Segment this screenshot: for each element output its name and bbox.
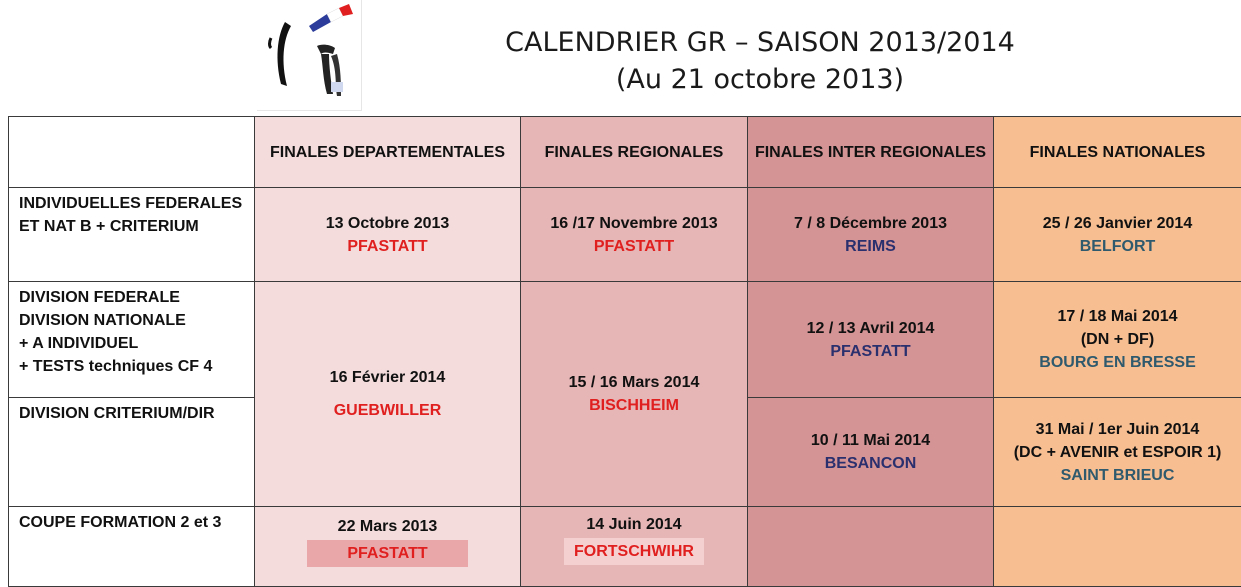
event-date: 22 Mars 2013	[255, 515, 520, 538]
event-place: BESANCON	[748, 452, 993, 475]
event-place: BISCHHEIM	[521, 394, 747, 417]
cell-dep-r4	[255, 507, 521, 587]
row-label-line: + A INDIVIDUEL	[19, 332, 244, 355]
event-date: 10 / 11 Mai 2014	[748, 429, 993, 452]
cell-nat-r2	[994, 282, 1241, 398]
page-title	[420, 24, 1100, 98]
event-date: 14 Juin 2014	[521, 513, 747, 536]
cell-nat-r1	[994, 188, 1241, 282]
event-note: (DN + DF)	[994, 328, 1241, 351]
cell-dep-r1	[255, 188, 521, 282]
col-header-inter-regionales: FINALES INTER REGIONALES	[748, 117, 994, 188]
cell-dep-merged	[255, 282, 521, 507]
row-label-line: ET NAT B + CRITERIUM	[19, 215, 244, 238]
event-date: 31 Mai / 1er Juin 2014	[994, 418, 1241, 441]
title-line-2: (Au 21 octobre 2013)	[420, 61, 1100, 98]
event-date: 15 / 16 Mars 2014	[521, 371, 747, 394]
row-label-coupe-formation	[9, 507, 255, 587]
event-place: REIMS	[748, 235, 993, 258]
cell-reg-merged	[521, 282, 748, 507]
col-header-regionales: FINALES REGIONALES	[521, 117, 748, 188]
event-date: 17 / 18 Mai 2014	[994, 305, 1241, 328]
event-place: BOURG EN BRESSE	[994, 351, 1241, 374]
event-date: 25 / 26 Janvier 2014	[994, 212, 1241, 235]
cell-inter-r4-empty	[748, 507, 994, 587]
federation-logo	[257, 0, 362, 111]
row-label-division-criterium	[9, 398, 255, 507]
row-label-individuelles	[9, 188, 255, 282]
cell-inter-r2	[748, 282, 994, 398]
event-place: PFASTATT	[521, 235, 747, 258]
row-label-line: COUPE FORMATION 2 et 3	[19, 511, 244, 534]
event-place: PFASTATT	[748, 340, 993, 363]
event-date: 16 /17 Novembre 2013	[521, 212, 747, 235]
corner-cell	[9, 117, 255, 188]
cell-reg-r1	[521, 188, 748, 282]
col-header-departementales: FINALES DEPARTEMENTALES	[255, 117, 521, 188]
title-line-1: CALENDRIER GR – SAISON 2013/2014	[420, 24, 1100, 61]
header-row	[9, 117, 1241, 188]
cell-nat-r4-empty	[994, 507, 1241, 587]
event-place: PFASTATT	[307, 540, 467, 567]
col-header-nationales: FINALES NATIONALES	[994, 117, 1241, 188]
cell-reg-r4	[521, 507, 748, 587]
table-row	[9, 282, 1241, 398]
event-date: 13 Octobre 2013	[255, 212, 520, 235]
event-place: FORTSCHWIHR	[564, 538, 704, 565]
event-note: (DC + AVENIR et ESPOIR 1)	[994, 441, 1241, 464]
event-date: 16 Février 2014	[255, 366, 520, 389]
cell-inter-r3	[748, 398, 994, 507]
calendar-table	[8, 116, 1241, 587]
row-label-line: INDIVIDUELLES FEDERALES	[19, 192, 244, 215]
row-label-division-federale	[9, 282, 255, 398]
row-label-line: DIVISION FEDERALE	[19, 286, 244, 309]
federation-gymnast-logo-icon	[257, 0, 361, 110]
cell-nat-r3	[994, 398, 1241, 507]
cell-inter-r1	[748, 188, 994, 282]
row-label-line: DIVISION NATIONALE	[19, 309, 244, 332]
event-place: GUEBWILLER	[255, 399, 520, 422]
event-place: SAINT BRIEUC	[994, 464, 1241, 487]
event-date: 7 / 8 Décembre 2013	[748, 212, 993, 235]
row-label-line: + TESTS techniques CF 4	[19, 355, 244, 378]
row-label-line: DIVISION CRITERIUM/DIR	[19, 402, 244, 425]
event-place: BELFORT	[994, 235, 1241, 258]
event-place: PFASTATT	[255, 235, 520, 258]
table-row	[9, 507, 1241, 587]
event-date: 12 / 13 Avril 2014	[748, 317, 993, 340]
table-row	[9, 188, 1241, 282]
